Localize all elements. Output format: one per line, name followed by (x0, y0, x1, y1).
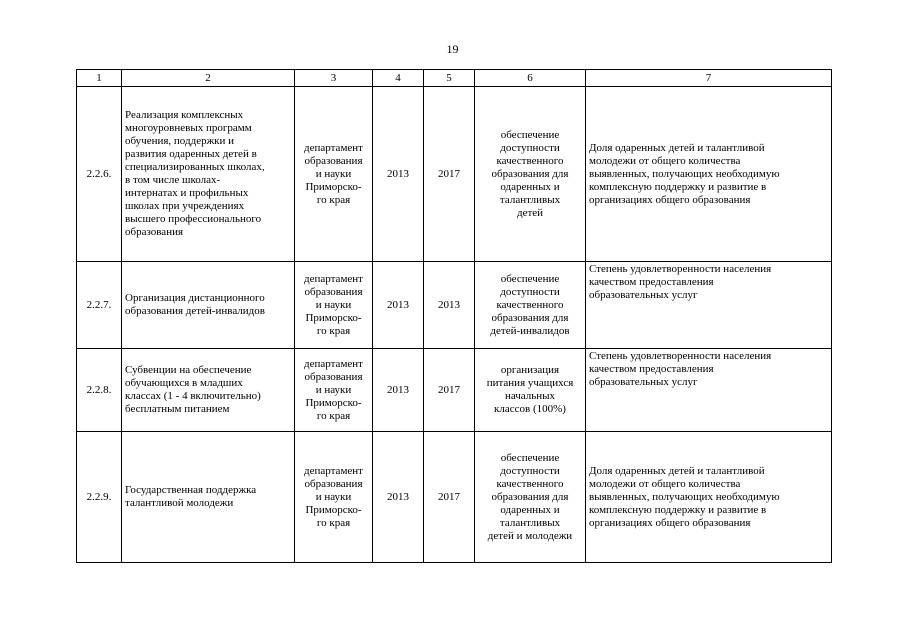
target-indicator (586, 432, 832, 563)
cell-text-line: классах (1 - 4 включительно) (125, 390, 261, 402)
cell-text-line: Приморско- (305, 180, 362, 193)
table-row (77, 262, 832, 349)
cell-text-line: качеством предоставления (589, 276, 714, 288)
cell-text-line: образования для (491, 490, 569, 503)
cell-text-line: департамент (304, 357, 363, 370)
cell-text-line: выявленных, получающих необходимую (589, 490, 780, 503)
cell-text-line: го края (316, 516, 351, 529)
cell-text-line: обеспечение (500, 128, 560, 141)
cell-text-line: Субвенции на обеспечение (125, 364, 252, 376)
measure-name (122, 349, 295, 432)
cell-text-line: одаренных и (500, 503, 560, 516)
cell-text-line: организациях общего образования (589, 193, 751, 206)
responsible-department (295, 432, 373, 563)
responsible-department (295, 262, 373, 349)
table-row (77, 87, 832, 262)
cell-text-line: организация (500, 364, 560, 376)
measure-number: 2.2.9. (77, 432, 122, 563)
cell-text-line: обучающихся в младших (125, 377, 243, 389)
end-year: 2017 (424, 349, 475, 432)
start-year: 2013 (373, 349, 424, 432)
cell-text-line: бесплатным питанием (125, 403, 230, 415)
cell-text-line: доступности (500, 285, 560, 298)
cell-text-line: Степень удовлетворенности населения (589, 350, 772, 362)
cell-text-line: качественного (496, 154, 564, 167)
cell-text-line: детей (516, 206, 544, 219)
cell-text-line: и науки (315, 383, 352, 396)
cell-text-line: интернатах и профильных (125, 187, 249, 199)
cell-text-line: качеством предоставления (589, 363, 714, 375)
cell-text-line: департамент (304, 464, 363, 477)
cell-text-line: комплексную поддержку и развитие в (589, 180, 767, 193)
column-header: 4 (373, 70, 424, 87)
target-indicator (586, 262, 832, 349)
start-year: 2013 (373, 262, 424, 349)
expected-result (475, 87, 586, 262)
column-header: 7 (586, 70, 832, 87)
end-year: 2017 (424, 87, 475, 262)
cell-text-line: молодежи от общего количества (589, 154, 741, 167)
program-measures-table (76, 69, 832, 563)
cell-text-line: образовательных услуг (589, 289, 698, 301)
cell-text-line: классов (100%) (494, 403, 566, 415)
cell-text-line: начальных (504, 390, 556, 402)
cell-text-line: Реализация комплексных (125, 109, 244, 121)
expected-result (475, 349, 586, 432)
cell-text-line: образования (304, 477, 363, 490)
cell-text-line: высшего профессионального (125, 213, 262, 225)
measure-name (122, 87, 295, 262)
cell-text-line: департамент (304, 141, 363, 154)
cell-text-line: многоуровневых программ (125, 122, 252, 134)
cell-text-line: образования (304, 285, 363, 298)
cell-text-line: образования для (491, 311, 569, 324)
cell-text-line: качественного (496, 477, 564, 490)
page-number: 19 (446, 42, 459, 56)
cell-text-line: детей-инвалидов (490, 324, 570, 337)
cell-text-line: организациях общего образования (589, 516, 751, 529)
cell-text-line: Организация дистанционного (125, 292, 265, 304)
cell-text-line: талантливой молодежи (125, 497, 234, 509)
end-year: 2017 (424, 432, 475, 563)
table-row (77, 349, 832, 432)
cell-text-line: и науки (315, 167, 352, 180)
measure-name (122, 432, 295, 563)
cell-text-line: образования детей-инвалидов (125, 305, 265, 317)
cell-text-line: образования (125, 226, 184, 238)
start-year: 2013 (373, 432, 424, 563)
column-header: 2 (122, 70, 295, 87)
cell-text-line: доступности (500, 464, 560, 477)
cell-text-line: го края (316, 409, 351, 422)
cell-text-line: Приморско- (305, 503, 362, 516)
column-header: 3 (295, 70, 373, 87)
cell-text-line: школах при учреждениях (125, 200, 245, 212)
cell-text-line: доступности (500, 141, 560, 154)
cell-text-line: го края (316, 193, 351, 206)
cell-text-line: специализированных школах, (125, 161, 265, 173)
cell-text-line: и науки (315, 298, 352, 311)
cell-text-line: питания учащихся (486, 377, 574, 389)
cell-text-line: детей и молодежи (487, 529, 573, 542)
header-row (77, 70, 832, 87)
cell-text-line: го края (316, 324, 351, 337)
cell-text-line: образовательных услуг (589, 376, 698, 388)
cell-text-line: Приморско- (305, 311, 362, 324)
responsible-department (295, 87, 373, 262)
cell-text-line: талантливых (499, 516, 561, 529)
cell-text-line: Доля одаренных детей и талантливой (589, 464, 765, 477)
expected-result (475, 262, 586, 349)
cell-text-line: обеспечение (500, 272, 560, 285)
target-indicator (586, 349, 832, 432)
cell-text-line: талантливых (499, 193, 561, 206)
cell-text-line: образования (304, 370, 363, 383)
cell-text-line: и науки (315, 490, 352, 503)
cell-text-line: обеспечение (500, 451, 560, 464)
cell-text-line: развития одаренных детей в (125, 148, 257, 160)
column-header: 5 (424, 70, 475, 87)
cell-text-line: образования (304, 154, 363, 167)
expected-result (475, 432, 586, 563)
cell-text-line: образования для (491, 167, 569, 180)
start-year: 2013 (373, 87, 424, 262)
target-indicator (586, 87, 832, 262)
measure-number: 2.2.8. (77, 349, 122, 432)
cell-text-line: комплексную поддержку и развитие в (589, 503, 767, 516)
cell-text-line: Доля одаренных детей и талантливой (589, 141, 765, 154)
cell-text-line: Государственная поддержка (125, 484, 257, 496)
measure-number: 2.2.6. (77, 87, 122, 262)
cell-text-line: Приморско- (305, 396, 362, 409)
column-header: 1 (77, 70, 122, 87)
responsible-department (295, 349, 373, 432)
cell-text-line: качественного (496, 298, 564, 311)
cell-text-line: выявленных, получающих необходимую (589, 167, 780, 180)
column-header: 6 (475, 70, 586, 87)
cell-text-line: департамент (304, 272, 363, 285)
cell-text-line: в том числе школах- (125, 174, 221, 186)
table-row (77, 432, 832, 563)
cell-text-line: Степень удовлетворенности населения (589, 263, 772, 275)
cell-text-line: обучения, поддержки и (125, 135, 235, 147)
end-year: 2013 (424, 262, 475, 349)
measure-number: 2.2.7. (77, 262, 122, 349)
cell-text-line: молодежи от общего количества (589, 477, 741, 490)
measure-name (122, 262, 295, 349)
cell-text-line: одаренных и (500, 180, 560, 193)
